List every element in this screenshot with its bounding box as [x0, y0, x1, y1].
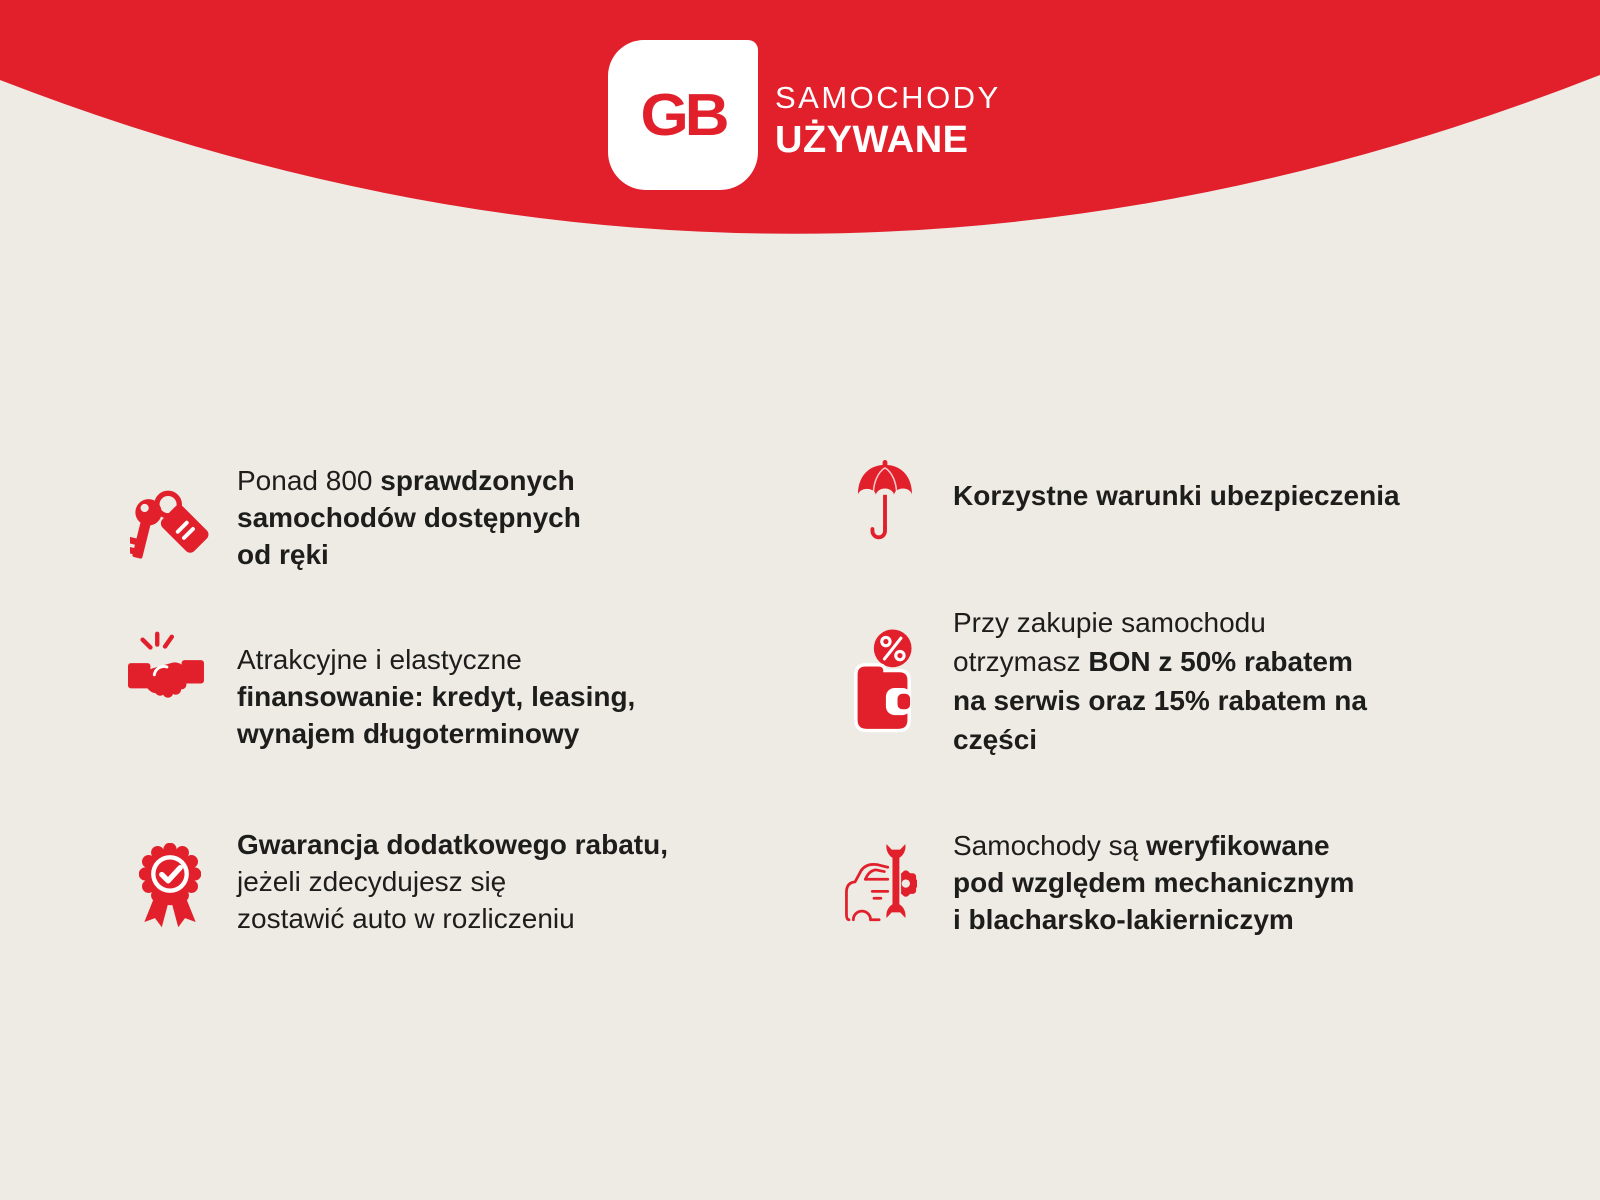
text-segment: otrzymasz [953, 646, 1089, 677]
feature-line [953, 681, 1367, 720]
text-segment: jeżeli zdecydujesz się [237, 866, 507, 897]
feature-line [953, 642, 1367, 681]
feature-line [237, 462, 581, 499]
feature-line [953, 827, 1354, 864]
feature-text [953, 477, 1400, 514]
text-segment: weryfikowane [1146, 830, 1330, 861]
wallet-discount-icon [853, 628, 913, 733]
feature-text [237, 826, 668, 937]
text-segment: sprawdzonych [380, 465, 575, 496]
feature-line [953, 477, 1400, 514]
feature-line [237, 536, 581, 573]
gb-logo-text: GB [640, 81, 726, 149]
feature-line [237, 641, 635, 678]
brand-title [775, 82, 1001, 159]
text-segment: Samochody są [953, 830, 1146, 861]
text-segment: zostawić auto w rozliczeniu [237, 903, 575, 934]
feature-text [953, 603, 1367, 759]
car-keys-tag-icon [130, 486, 212, 562]
text-segment: Ponad 800 [237, 465, 381, 496]
feature-text [953, 827, 1354, 938]
text-segment: Korzystne warunki ubezpieczenia [953, 480, 1400, 511]
text-segment: Przy zakupie samochodu [953, 607, 1266, 638]
text-segment: BON z 50% rabatem [1088, 646, 1353, 677]
umbrella-icon [856, 460, 914, 545]
gb-logo [608, 40, 758, 190]
text-segment: samochodów dostępnych [237, 502, 581, 533]
feature-line [953, 603, 1367, 642]
feature-line [953, 720, 1367, 759]
text-segment: pod względem mechanicznym [953, 867, 1355, 898]
brand-line-samochody: SAMOCHODY [775, 80, 1001, 115]
text-segment: od ręki [237, 539, 329, 570]
text-segment: finansowanie: kredyt, leasing, [237, 681, 636, 712]
feature-line [237, 900, 668, 937]
feature-line [237, 678, 635, 715]
text-segment: i blacharsko-lakierniczym [953, 904, 1294, 935]
feature-line [237, 826, 668, 863]
brand-line-uzywane: UŻYWANE [775, 119, 969, 161]
text-segment: części [953, 724, 1038, 755]
car-service-icon [843, 838, 917, 924]
feature-line [953, 901, 1354, 938]
handshake-icon [128, 628, 204, 712]
feature-line [237, 499, 581, 536]
feature-line [953, 864, 1354, 901]
feature-line [237, 863, 668, 900]
text-segment: Atrakcyjne i elastyczne [237, 644, 522, 675]
text-segment: wynajem długoterminowy [237, 718, 580, 749]
feature-text [237, 462, 581, 573]
text-segment: na serwis oraz 15% rabatem na [953, 685, 1367, 716]
feature-line [237, 715, 635, 752]
award-rosette-icon [139, 843, 201, 932]
text-segment: Gwarancja dodatkowego rabatu, [237, 829, 668, 860]
feature-text [237, 641, 635, 752]
